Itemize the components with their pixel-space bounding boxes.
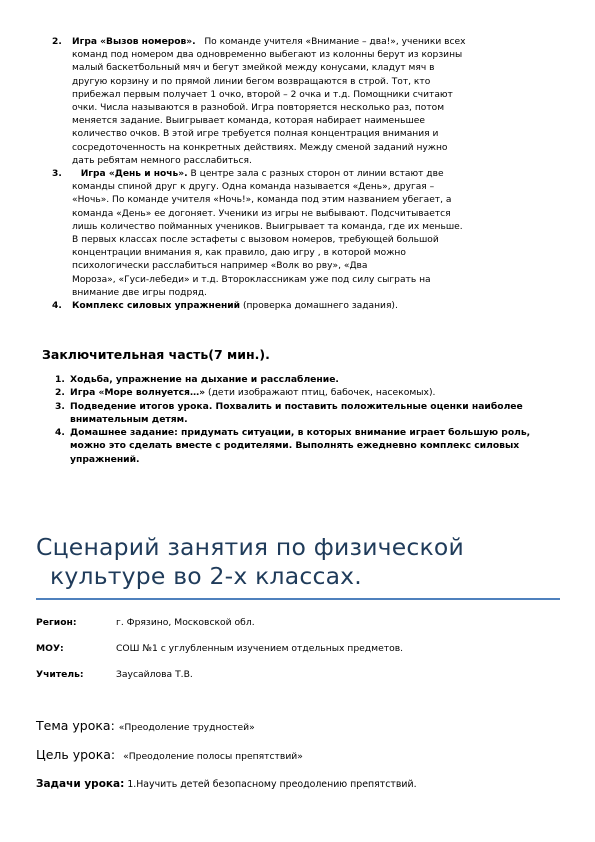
item-number: 3.: [55, 400, 65, 412]
text-line: психологически расслабиться например «Волк во рву», «Два: [72, 261, 368, 272]
title-divider: [36, 598, 560, 600]
tasks-label: Задачи урока:: [36, 778, 125, 790]
conclusion-heading: Заключительная часть(7 мин.).: [42, 347, 270, 362]
item-title: Игра «День и ночь».: [80, 169, 188, 180]
goal-label: Цель урока:: [36, 747, 116, 762]
text-line: внимание две игры подряд.: [72, 287, 207, 298]
conclusion-item: [55, 386, 555, 399]
text-line: «Ночь». По команде учителя «Ночь!», команда под этим названием убегает, а: [72, 195, 452, 206]
text-line: Мороза», «Гуси-лебеди» и т.д. Второклассникам уже под силу сыграть на: [72, 274, 431, 285]
teacher-value: Заусайлова Т.В.: [116, 669, 193, 680]
region-label: Регион:: [36, 617, 77, 628]
item-text: [52, 300, 562, 313]
item-number: 4.: [55, 427, 65, 439]
item-bold-text: Игра «Море волнуется…»: [70, 387, 206, 399]
text-line: другую корзину и по прямой линии бегом возвращаются в строй. Тот, кто: [72, 76, 431, 87]
text-line: меняется задание. Выигрывает команда, которая набирает наименьшее: [72, 116, 425, 127]
item-bold-text: Домашнее задание: придумать ситуации, в которых внимание играет большую роль, можно это сделать вместе с родителями. Выполнять ежедневно комплекс силовых упражнений.: [70, 427, 531, 465]
tasks-row: [36, 778, 417, 790]
topic-label: Тема урока:: [36, 718, 115, 733]
text-line: В центре зала с разных сторон от линии встают две: [190, 169, 444, 180]
scenario-title-line1: Сценарий занятия по физической: [36, 533, 464, 561]
item-rest: (проверка домашнего задания).: [242, 301, 398, 312]
school-value: СОШ №1 с углубленным изучением отдельных предметов.: [116, 643, 404, 654]
scenario-title: [36, 533, 566, 591]
teacher-label: Учитель:: [36, 669, 84, 680]
conclusion-list: [55, 373, 555, 466]
school-row: [36, 643, 404, 654]
text-line: лишь количество пойманных учеников. Выигрывает та команда, где их меньше.: [72, 221, 463, 232]
text-line: концентрации внимания я, как правило, даю игру , в которой можно: [72, 248, 406, 259]
conclusion-item: [55, 426, 555, 466]
text-line: малый баскетбольный мяч и бегут змейкой между конусами, кладут мяч в: [72, 63, 435, 74]
text-line: команды спиной друг к другу. Одна команда называется «День», другая –: [72, 182, 435, 193]
item-rest: (дети изображают птиц, бабочек, насекомых).: [208, 387, 436, 399]
list-item-2: [52, 36, 562, 168]
item-text: [52, 36, 562, 168]
text-line: команда «День» ее догоняет. Ученики из игры не выбывают. Подсчитывается: [72, 208, 451, 219]
topic-value: «Преодоление трудностей»: [118, 722, 255, 733]
text-line: команд под номером два одновременно выбегают из колонны берут из корзины: [72, 50, 463, 61]
text-line: В первых классах после эстафеты с вызовом номеров, требующей большой: [72, 235, 439, 246]
text-line: дать ребятам немного расслабиться.: [72, 155, 252, 166]
text-line: сосредоточенность на конкретных действиях. Между сменой заданий нужно: [72, 142, 448, 153]
text-line: прибежал первым получает 1 очко, второй – 2 очка и т.д. Помощники считают: [72, 89, 453, 100]
list-item-4: [52, 300, 562, 313]
teacher-row: [36, 669, 193, 680]
item-number: 4.: [52, 301, 62, 312]
item-number: 2.: [55, 387, 65, 399]
conclusion-item: [55, 400, 555, 427]
item-bold-text: Ходьба, упражнение на дыхание и расслабление.: [70, 374, 339, 385]
item-title: Игра «Вызов номеров».: [72, 37, 196, 47]
goal-value: «Преодоление полосы препятствий»: [123, 751, 303, 762]
item-number: 3.: [52, 169, 62, 180]
tasks-value: 1.Научить детей безопасному преодолению препятствий.: [127, 779, 417, 790]
text-line: По команде учителя «Внимание – два!», ученики всех: [204, 37, 466, 47]
lesson-main-list: [52, 36, 562, 313]
text-line: количество очков. В этой игре требуется полная концентрация внимания и: [72, 129, 439, 140]
list-item-3: [52, 168, 562, 300]
item-title: Комплекс силовых упражнений: [72, 301, 241, 312]
text-line: очки. Числа называются в разнобой. Игра повторяется несколько раз, потом: [72, 103, 445, 114]
goal-row: [36, 747, 303, 762]
item-text: [52, 168, 562, 300]
item-bold-text: Подведение итогов урока. Похвалить и поставить положительные оценки наиболее внимательным детям.: [70, 400, 523, 425]
region-value: г. Фрязино, Московской обл.: [116, 617, 255, 628]
item-number: 1.: [55, 374, 65, 385]
region-row: [36, 617, 255, 628]
scenario-title-line2: культуре во 2-х классах.: [50, 562, 362, 590]
topic-row: [36, 718, 255, 733]
item-number: 2.: [52, 37, 62, 47]
school-label: МОУ:: [36, 643, 64, 654]
conclusion-item: [55, 373, 555, 386]
